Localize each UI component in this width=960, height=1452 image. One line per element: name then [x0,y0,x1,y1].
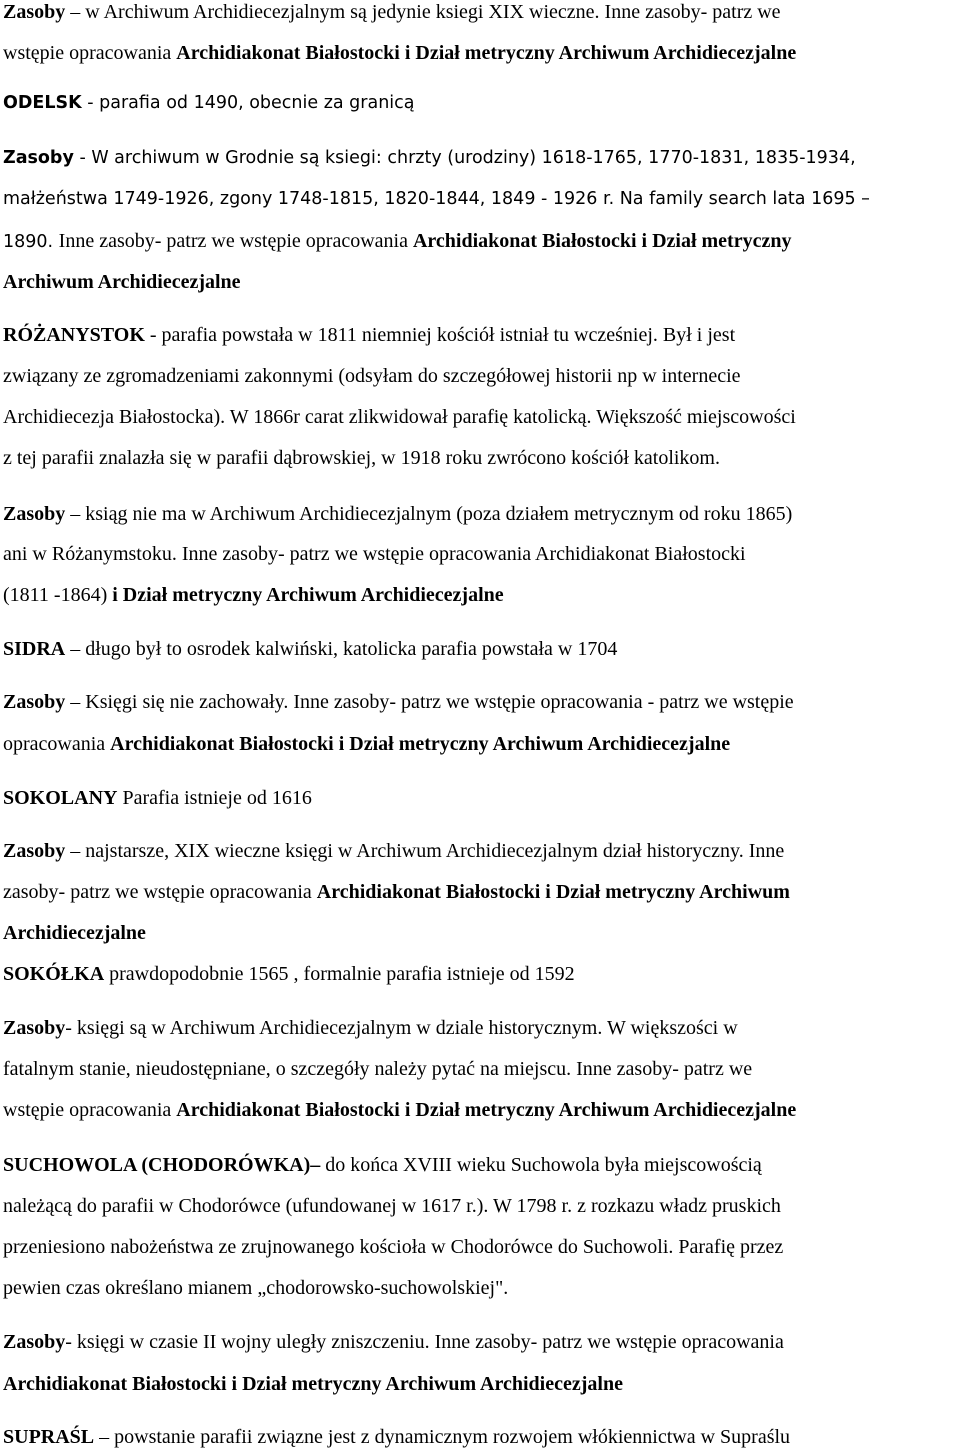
bold-text-segment: Archidiakonat Białostocki i Dział metryczny [412,230,792,252]
text-segment: - W archiwum w Grodnie są ksiegi: chrzty (urodziny) 1618-1765, 1770-1831, 1835-1934, [73,148,856,168]
text-segment: – w Archiwum Archidiecezjalnym są jedynie ksiegi XIX wieczne. Inne zasoby- patrz we [65,1,781,23]
text-line [3,1194,781,1218]
bold-text-segment: Archidiakonat Białostocki i Dział metryczny Archiwum [316,881,790,903]
bold-text-segment: Zasoby [3,148,74,168]
text-line [3,1235,783,1259]
text-segment: do końca XVIII wieku Suchowola była miejscowością [320,1154,762,1176]
text-segment: związany ze zgromadzeniami zakonnymi (odsyłam do szczegółowej historii np w internecie [3,365,741,387]
text-line [3,41,796,65]
text-segment: prawdopodobnie 1565 , formalnie parafia istnieje od 1592 [104,963,575,985]
text-line [3,1098,796,1122]
text-segment: z tej parafii znalazła się w parafii dąbrowskiej, w 1918 roku zwrócono kościół katolikom. [3,447,720,469]
bold-text-segment: Zasoby [3,503,66,525]
bold-text-segment: SUPRAŚL [3,1426,95,1448]
bold-text-segment: RÓŻANYSTOK [3,324,145,346]
text-line [3,405,796,429]
bold-text-segment: i Dział metryczny Archiwum Archidiecezjalne [112,584,504,606]
bold-text-segment: Archidiakonat Białostocki i Dział metryczny Archiwum Archidiecezjalne [176,42,797,64]
text-line [3,145,856,170]
text-line [3,1153,762,1177]
bold-text-segment: SIDRA [3,638,66,660]
bold-text-segment: Zasoby [3,840,66,862]
bold-text-segment: Zasoby [3,1331,66,1353]
bold-text-segment: SOKOLANY [3,787,118,809]
text-segment: - parafia powstała w 1811 niemniej kościół istniał tu wcześniej. Był i jest [144,324,736,346]
text-segment: zasoby- patrz we wstępie opracowania [3,881,317,903]
text-segment: fatalnym stanie, nieudostępniane, o szczegóły należy pytać na miejscu. Inne zasoby- patrz we [3,1058,753,1080]
bold-text-segment: SUCHOWOLA (CHODORÓWKA)– [3,1154,321,1176]
text-segment: – powstanie parafii związne jest z dynamicznym rozwojem włókiennictwa w Supraślu [94,1426,791,1448]
text-line [3,839,784,863]
text-line [3,1425,790,1449]
text-line [3,880,790,904]
text-segment: pewien czas określano mianem „chodorowsko-suchowolskiej". [3,1277,509,1299]
text-line [3,502,792,526]
text-segment: (1811 -1864) [3,584,113,606]
text-line [3,446,720,470]
text-line [3,732,730,756]
text-segment: opracowania [3,733,111,755]
text-line [3,186,870,211]
text-segment: - księgi są w Archiwum Archidiecezjalnym w dziale historycznym. W większości w [65,1017,738,1039]
text-segment: Archidiecezja Białostocka). W 1866r carat zlikwidował parafię katolicką. Większość miejscowości [3,406,796,428]
text-line [3,364,741,388]
text-line [3,323,735,347]
bold-text-segment: Archidiecezjalne [3,922,146,944]
text-line [3,90,415,115]
text-line [3,690,794,714]
text-segment: - księgi w czasie II wojny uległy zniszczeniu. Inne zasoby- patrz we wstępie opracowania [65,1331,784,1353]
bold-text-segment: Zasoby [3,1,66,23]
text-segment: – długo był to osrodek kalwiński, katolicka parafia powstała w 1704 [65,638,618,660]
text-line [3,229,791,254]
text-segment: – ksiąg nie ma w Archiwum Archidiecezjalnym (poza działem metrycznym od roku 1865) [65,503,793,525]
text-line [3,270,241,294]
bold-text-segment: Archidiakonat Białostocki i Dział metryczny Archiwum Archidiecezjalne [3,1373,623,1395]
text-line [3,583,504,607]
text-segment: – najstarsze, XIX wieczne księgi w Archiwum Archidiecezjalnym dział historyczny. Inne [65,840,785,862]
text-segment: przeniesiono nabożeństwa ze zrujnowanego kościoła w Chodorówce do Suchowoli. Parafię przez [3,1236,784,1258]
text-segment: Parafia istnieje od 1616 [117,787,312,809]
text-segment: Inne zasoby- patrz we wstępie opracowania [58,230,413,252]
bold-text-segment: Archiwum Archidiecezjalne [3,271,241,293]
text-segment: małżeństwa 1749-1926, zgony 1748-1815, 1820-1844, 1849 - 1926 r. Na family search lata 1695 – [3,189,870,209]
text-line [3,1372,623,1396]
text-segment: ani w Różanymstoku. Inne zasoby- patrz we wstępie opracowania Archidiakonat Białostocki [3,543,746,565]
bold-text-segment: Zasoby [3,691,66,713]
text-line [3,1057,752,1081]
text-line [3,0,781,24]
text-segment: 1890. [3,232,59,252]
text-segment: wstępie opracowania [3,1099,177,1121]
text-line [3,637,617,661]
text-segment: należącą do parafii w Chodorówce (ufundowanej w 1617 r.). W 1798 r. z rozkazu władz pruskich [3,1195,781,1217]
text-segment: - parafia od 1490, obecnie za granicą [81,93,415,113]
bold-text-segment: Zasoby [3,1017,66,1039]
text-line [3,1330,784,1354]
bold-text-segment: SOKÓŁKA [3,963,105,985]
bold-text-segment: Archidiakonat Białostocki i Dział metryczny Archiwum Archidiecezjalne [176,1099,797,1121]
text-segment: – Księgi się nie zachowały. Inne zasoby- patrz we wstępie opracowania - patrz we wstępie [65,691,794,713]
text-segment: wstępie opracowania [3,42,177,64]
text-line [3,542,746,566]
text-line [3,1016,738,1040]
text-line [3,921,146,945]
text-line [3,786,312,810]
bold-text-segment: Archidiakonat Białostocki i Dział metryczny Archiwum Archidiecezjalne [110,733,731,755]
bold-text-segment: ODELSK [3,93,82,113]
text-line [3,962,575,986]
text-line [3,1276,508,1300]
